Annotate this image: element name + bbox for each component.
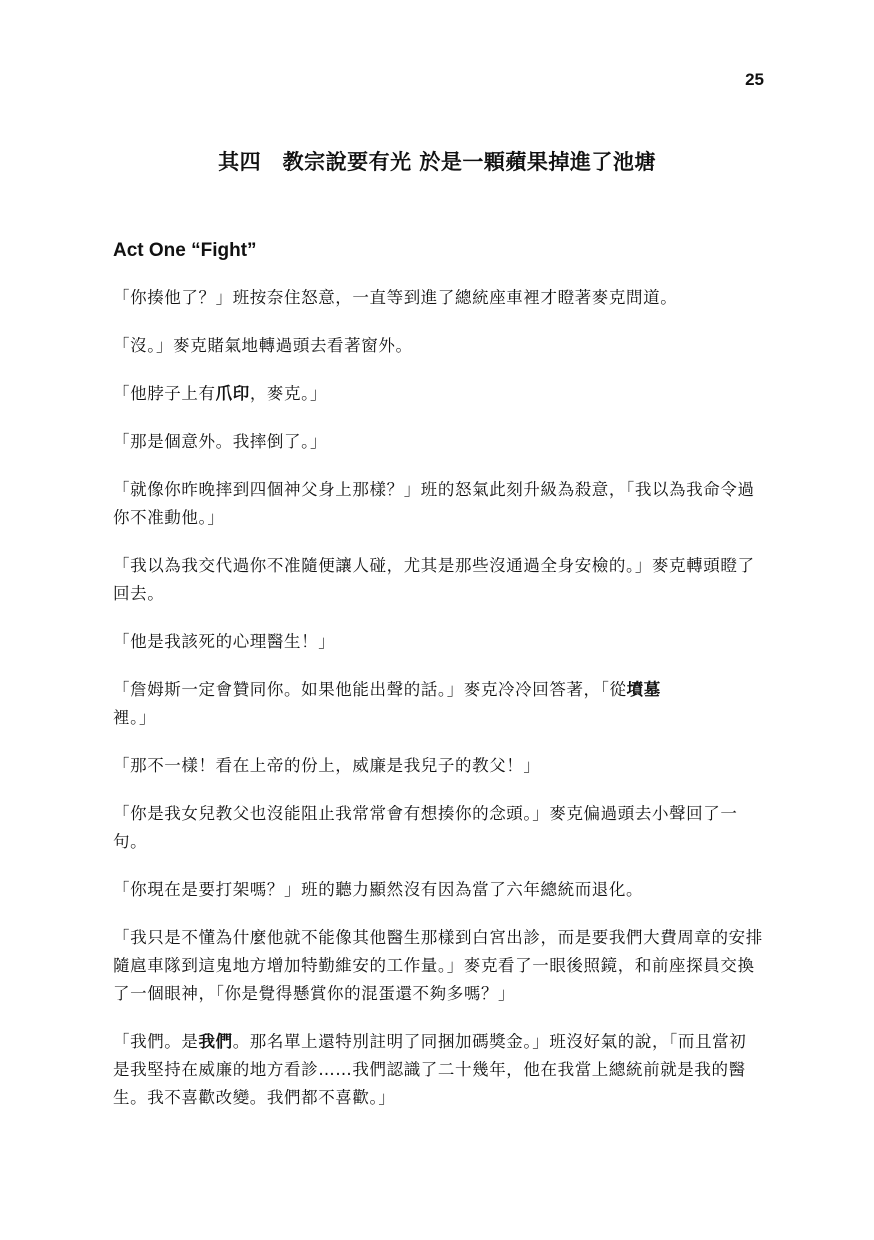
- paragraph-3-part-2: ，麥克。」: [249, 384, 328, 403]
- paragraph-3: [113, 380, 763, 408]
- paragraph-10: 「你是我女兒教父也沒能阻止我常常會有想揍你的念頭。」麥克偏過頭去小聲回了一句。: [113, 804, 738, 851]
- paragraph-13-part-1: 「我們。是: [113, 1032, 199, 1051]
- paragraph-3-emphasis: 爪印: [215, 384, 250, 403]
- paragraph-13-part-2: 。那名單上還特別註明了同捆加碼獎金。」班沒好氣的說，「而且當初是我堅持在威廉的地方看診……我們認識了二十幾年，他在我當上總統前就是我的醫生。我不喜歡改變。我們都不喜歡。」: [113, 1032, 747, 1107]
- paragraph-7: 「他是我該死的心理醫生！」: [113, 632, 336, 651]
- paragraph-1: 「你揍他了？」班按奈住怒意，一直等到進了總統座車裡才瞪著麥克問道。: [113, 288, 678, 307]
- paragraph-3-part-1: 「他脖子上有: [113, 384, 216, 403]
- paragraph-8-part-1: 「詹姆斯一定會贊同你。如果他能出聲的話。」麥克冷冷回答著，「從: [113, 680, 627, 699]
- paragraph-8-part-2: 裡。」: [113, 708, 157, 727]
- paragraph-2: 「沒。」麥克賭氣地轉過頭去看著窗外。: [113, 336, 413, 355]
- paragraph-8-emphasis: 墳墓: [626, 680, 661, 699]
- paragraph-5: 「就像你昨晚摔到四個神父身上那樣？」班的怒氣此刻升級為殺意，「我以為我命令過你不准動他。」: [113, 480, 755, 527]
- paragraph-4: 「那是個意外。我摔倒了。」: [113, 432, 328, 451]
- paragraph-13-emphasis: 我們: [198, 1032, 233, 1051]
- paragraph-8: [113, 676, 763, 732]
- paragraph-6: 「我以為我交代過你不准隨便讓人碰，尤其是那些沒通過全身安檢的。」麥克轉頭瞪了回去。: [113, 556, 755, 603]
- act-heading: Act One “Fight”: [113, 240, 257, 261]
- chapter-title: 其四 教宗說要有光 於是一顆蘋果掉進了池塘: [218, 150, 656, 174]
- paragraph-11: 「你現在是要打架嗎？」班的聽力顯然沒有因為當了六年總統而退化。: [113, 880, 644, 899]
- paragraph-12: 「我只是不懂為什麼他就不能像其他醫生那樣到白宮出診，而是要我們大費周章的安排隨扈車隊到這鬼地方增加特勤維安的工作量。」麥克看了一眼後照鏡，和前座探員交換了一個眼神，「你是覺得懸賞你的混蛋還不夠多嗎？」: [113, 928, 763, 1003]
- paragraph-13: [113, 1028, 763, 1112]
- paragraph-9: 「那不一樣！看在上帝的份上，威廉是我兒子的教父！」: [113, 756, 541, 775]
- page-number: 25: [745, 70, 764, 89]
- body-text: [113, 284, 763, 1132]
